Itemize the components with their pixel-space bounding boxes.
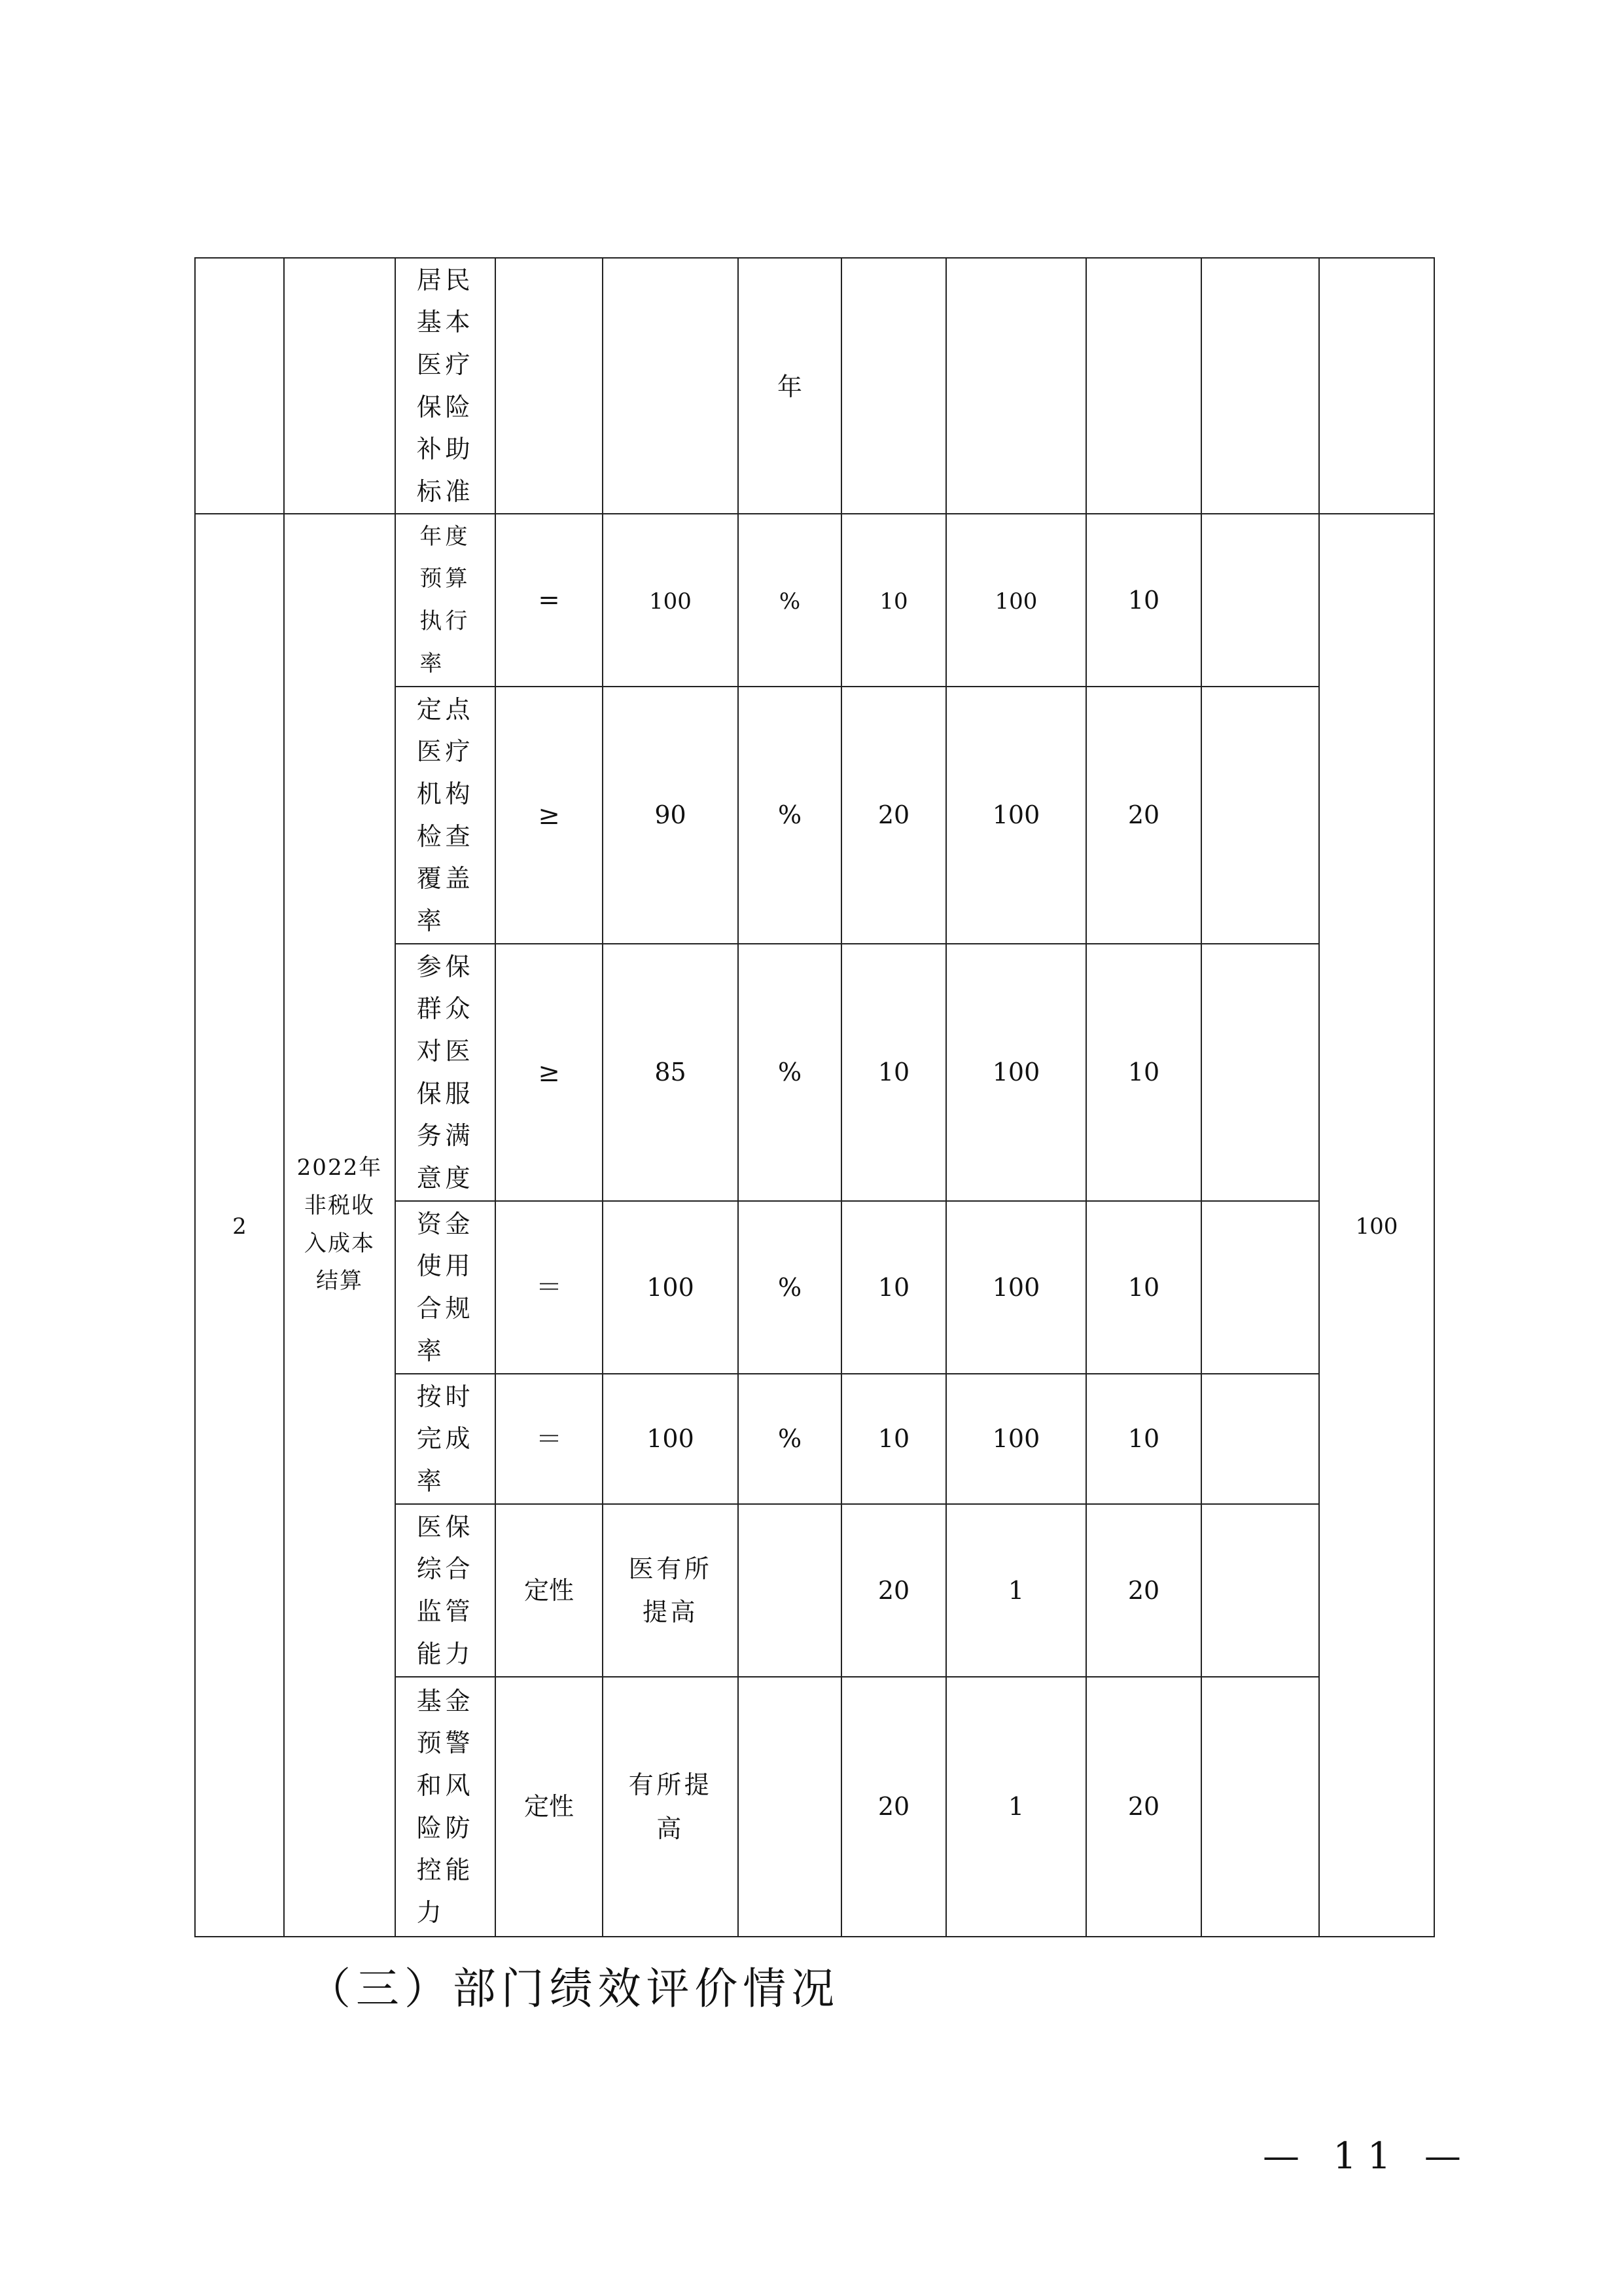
cell-weight: 20 (841, 687, 946, 944)
cell-symbol: = (495, 514, 603, 687)
cell-target: 90 (603, 687, 738, 944)
cell-score: 10 (1086, 944, 1201, 1201)
cell-remark (1201, 514, 1319, 687)
table-row (195, 514, 1434, 687)
cell-total (1319, 258, 1434, 514)
cell-unit: % (738, 1201, 841, 1374)
cell-target: 有所提高 (603, 1677, 738, 1937)
cell-symbol: 定性 (495, 1504, 603, 1677)
cell-remark (1201, 1374, 1319, 1504)
cell-index-empty (195, 258, 284, 514)
cell-project-empty (284, 258, 395, 514)
cell-actual: 1 (946, 1504, 1086, 1677)
cell-unit: % (738, 1374, 841, 1504)
cell-symbol: ≥ (495, 944, 603, 1201)
cell-actual: 1 (946, 1677, 1086, 1937)
cell-symbol: ＝ (495, 1374, 603, 1504)
section-heading: （三）部门绩效评价情况 (308, 1964, 840, 2014)
cell-unit: % (738, 514, 841, 687)
cell-indicator: 基金预警和风险防控能力 (395, 1677, 495, 1937)
cell-group-index: 2 (195, 514, 284, 1937)
cell-unit (738, 1504, 841, 1677)
cell-weight: 10 (841, 1201, 946, 1374)
cell-unit: 年 (738, 258, 841, 514)
cell-weight: 10 (841, 944, 946, 1201)
cell-remark (1201, 1201, 1319, 1374)
cell-symbol: 定性 (495, 1677, 603, 1937)
table-row-continuation (195, 258, 1434, 514)
cell-score: 10 (1086, 514, 1201, 687)
cell-unit: % (738, 687, 841, 944)
cell-weight: 10 (841, 514, 946, 687)
cell-remark (1201, 1504, 1319, 1677)
cell-group-name: 2022年非税收入成本结算 (284, 514, 395, 1937)
cell-score: 20 (1086, 1504, 1201, 1677)
cell-score: 20 (1086, 687, 1201, 944)
cell-weight: 20 (841, 1677, 946, 1937)
cell-score: 10 (1086, 1374, 1201, 1504)
cell-actual (946, 258, 1086, 514)
cell-weight: 20 (841, 1504, 946, 1677)
cell-score: 20 (1086, 1677, 1201, 1937)
cell-score: 10 (1086, 1201, 1201, 1374)
cell-symbol: ＝ (495, 1201, 603, 1374)
cell-target: 85 (603, 944, 738, 1201)
cell-actual: 100 (946, 1201, 1086, 1374)
cell-remark (1201, 258, 1319, 514)
cell-weight: 10 (841, 1374, 946, 1504)
cell-actual: 100 (946, 514, 1086, 687)
cell-target (603, 258, 738, 514)
cell-score (1086, 258, 1201, 514)
cell-unit: % (738, 944, 841, 1201)
cell-indicator: 居民基本医疗保险补助标准 (395, 258, 495, 514)
cell-remark (1201, 944, 1319, 1201)
cell-indicator: 参保群众对医保服务满意度 (395, 944, 495, 1201)
cell-actual: 100 (946, 687, 1086, 944)
cell-actual: 100 (946, 1374, 1086, 1504)
cell-indicator: 定点医疗机构检查覆盖率 (395, 687, 495, 944)
cell-remark (1201, 1677, 1319, 1937)
cell-symbol (495, 258, 603, 514)
cell-target: 医有所提高 (603, 1504, 738, 1677)
cell-indicator: 资金使用合规率 (395, 1201, 495, 1374)
performance-table (194, 257, 1435, 1937)
cell-group-total: 100 (1319, 514, 1434, 1937)
cell-indicator: 医保综合监管能力 (395, 1504, 495, 1677)
cell-target: 100 (603, 1201, 738, 1374)
cell-actual: 100 (946, 944, 1086, 1201)
cell-weight (841, 258, 946, 514)
cell-target: 100 (603, 514, 738, 687)
page-number: — 11 — (1263, 2135, 1472, 2178)
cell-indicator: 年度预算执行率 (395, 514, 495, 687)
cell-unit (738, 1677, 841, 1937)
cell-symbol: ≥ (495, 687, 603, 944)
cell-target: 100 (603, 1374, 738, 1504)
cell-remark (1201, 687, 1319, 944)
cell-indicator: 按时完成率 (395, 1374, 495, 1504)
